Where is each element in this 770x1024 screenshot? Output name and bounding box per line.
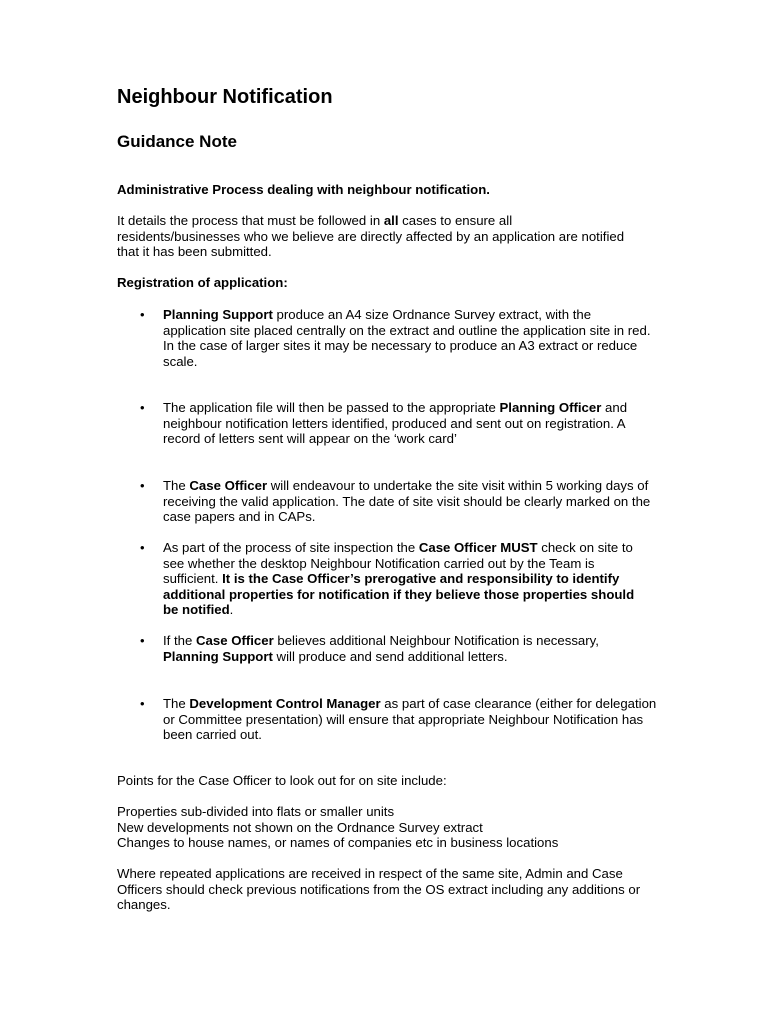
bullet-marker: •	[140, 478, 145, 493]
bullet-marker: •	[140, 307, 145, 322]
points-intro: Points for the Case Officer to look out for on site include:	[117, 773, 447, 788]
bullet-marker: •	[140, 400, 145, 415]
section-heading: Administrative Process dealing with neighbour notification.	[117, 182, 490, 197]
bullet-marker: •	[140, 540, 145, 555]
bullet-item-6: The Development Control Manager as part of case clearance (either for delegation or Committee presentation) will ensure that appropriate Neighbour Notification has been carried out.	[163, 696, 657, 743]
bullet-marker: •	[140, 696, 145, 711]
point-item-3: Changes to house names, or names of companies etc in business locations	[117, 835, 559, 851]
page-title: Neighbour Notification	[117, 86, 333, 108]
bullet-item-4: As part of the process of site inspection the Case Officer MUST check on site to see whether the desktop Neighbour Notification carried out by the Team is sufficient. It is the Case Officer’s prerogative and responsibility to identify additional properties for notification if they believe those properties should be notified.	[163, 540, 635, 618]
bullet-item-3: The Case Officer will endeavour to undertake the site visit within 5 working days of receiving the valid application. The date of site visit should be clearly marked on the case papers and in CAPs.	[163, 478, 651, 525]
point-item-2: New developments not shown on the Ordnance Survey extract	[117, 819, 483, 835]
bullet-marker: •	[140, 633, 145, 648]
bullet-item-5: If the Case Officer believes additional Neighbour Notification is necessary, Planning Support will produce and send additional letters.	[163, 633, 599, 664]
registration-heading: Registration of application:	[117, 275, 288, 290]
page-subtitle: Guidance Note	[117, 132, 237, 151]
closing-paragraph: Where repeated applications are received in respect of the same site, Admin and Case Officers should check previous notifications from the OS extract including any additions or changes.	[117, 866, 641, 913]
point-item-1: Properties sub-divided into flats or smaller units	[117, 804, 395, 819]
intro-paragraph: It details the process that must be followed in all cases to ensure all residents/businesses who we believe are directly affected by an application are notified that it has been submitted.	[117, 213, 625, 260]
bullet-item-2: The application file will then be passed to the appropriate Planning Officer and neighbour notification letters identified, produced and sent out on registration. A record of letters sent will appear on the ‘work card’	[163, 400, 628, 447]
bullet-item-1: Planning Support produce an A4 size Ordnance Survey extract, with the application site placed centrally on the extract and outline the application site in red. In the case of larger sites it may be necessary to produce an A3 extract or reduce scale.	[163, 307, 651, 369]
